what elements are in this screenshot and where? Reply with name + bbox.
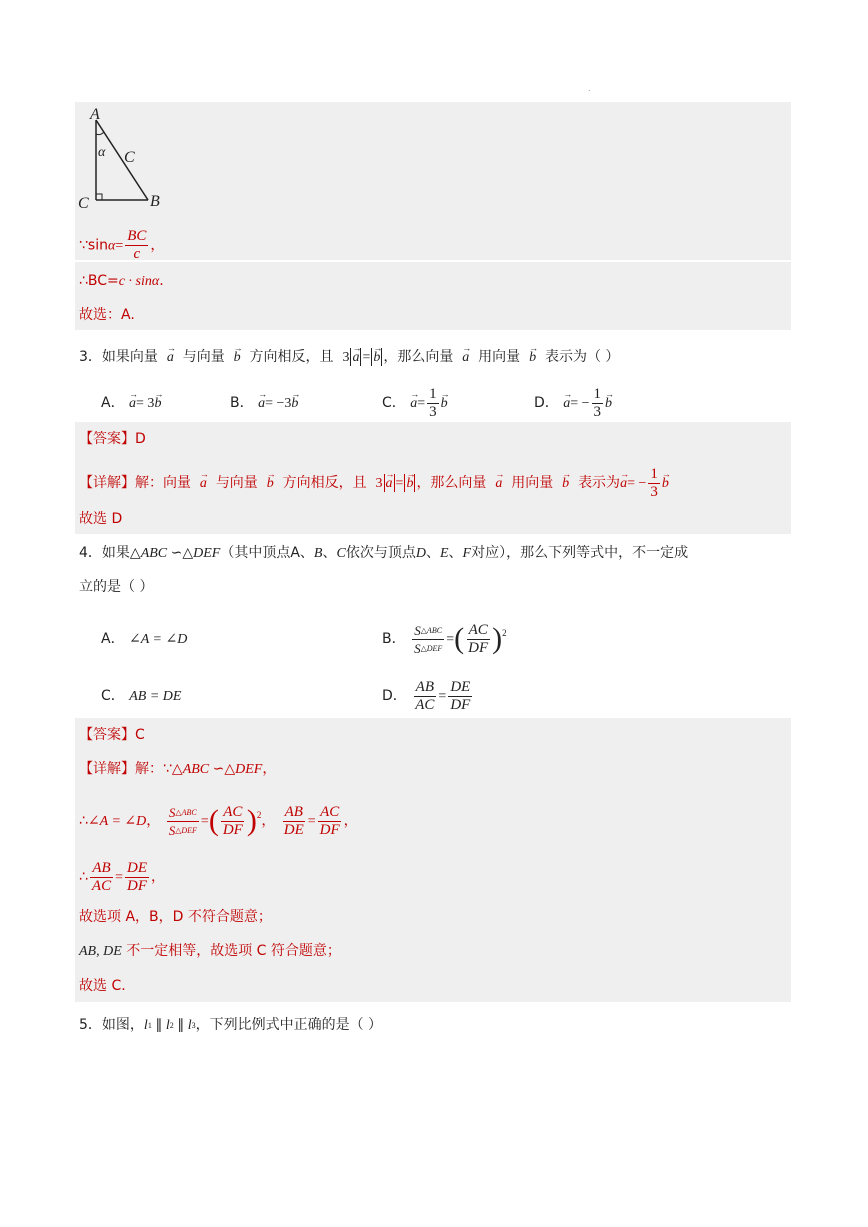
question-4-line2: 立的是（ ）: [79, 579, 154, 595]
vertex-label-c: C: [78, 195, 89, 212]
fraction-bc-over-c: $\frac{BC}{c}$: [127, 228, 147, 262]
solution-line-bc: ∴BC=c · sinα.: [79, 273, 164, 289]
q3-option-a: A． → a= 3→ b: [101, 390, 161, 414]
solution-shade-1: [75, 102, 791, 260]
q3-option-d: D． → a= − $\frac{1}{3}$ → b: [534, 382, 612, 422]
q4-option-a: A． ∠A = ∠D: [101, 631, 188, 647]
solution-line-sin: ∵sinα= $\frac{BC}{c}$ ，: [79, 228, 165, 262]
q3-option-c: C． → a= $\frac{1}{3}$ → b: [382, 382, 448, 422]
q4-option-c: C． AB = DE: [101, 688, 182, 704]
q4-detail-line5: AB, DE 不一定相等，故选项 C 符合题意；: [79, 943, 341, 959]
q4-detail-line2: ∴∠A = ∠D， $\frac{\text{S△ABC}}{\text{S△DEF}}$ =( $\frac{AC}{DF}$ )$^2$， $\frac{AB}{DE}$ = $\frac{AC}{DF}$ ，: [79, 803, 358, 838]
q3-answer: 【答案】D: [79, 431, 146, 447]
angle-label-alpha: α: [98, 145, 106, 160]
side-label-c: C: [124, 149, 135, 166]
right-triangle-figure: [76, 104, 176, 214]
solution-conclusion: 故选：A.: [79, 307, 135, 323]
q4-option-b: B． $\frac{\text{S△ABC}}{\text{S△DEF}}$ =( $\frac{AC}{DF}$ )$^2$: [382, 621, 507, 656]
question-5: 5．如图，l1 ∥ l2 ∥ l3，下列比例式中正确的是（ ）: [79, 1017, 383, 1033]
question-3: 3．如果向量 → a 与向量 → b 方向相反，且 3→ a =→ b ，那么向量 → a 用向量 → b 表示为（ ）: [79, 344, 619, 368]
solution-shade-2: [75, 262, 791, 330]
q4-conclusion: 故选 C.: [79, 978, 126, 994]
q4-detail-line1: 【详解】解：∵△ABC ∽△DEF，: [79, 761, 277, 777]
q4-detail-line3: ∴ $\frac{AB}{AC}$ = $\frac{DE}{DF}$ ，: [79, 859, 165, 894]
q3-detail: 【详解】解：向量 → a 与向量 → b 方向相反，且 3→ a =→ b ，那么向量 → a 用向量 → b 表示为→ a= − $\frac{1}{3}$ → b: [79, 462, 669, 502]
vertex-label-b: B: [150, 193, 160, 210]
q4-answer: 【答案】C: [79, 727, 145, 743]
q3-conclusion: 故选 D: [79, 511, 123, 527]
question-4-line1: 4．如果△ABC ∽△DEF（其中顶点A、B、C依次与顶点D、E、F对应），那么下列等式中，不一定成: [79, 545, 689, 561]
q4-detail-line4: 故选项 A，B，D 不符合题意；: [79, 909, 272, 925]
q3-option-b: B． → a= −3→ b: [230, 390, 298, 414]
vertex-label-a: A: [90, 106, 100, 123]
q4-option-d: D． $\frac{AB}{AC}$ = $\frac{DE}{DF}$: [382, 678, 471, 713]
page-mark: .: [588, 84, 591, 93]
